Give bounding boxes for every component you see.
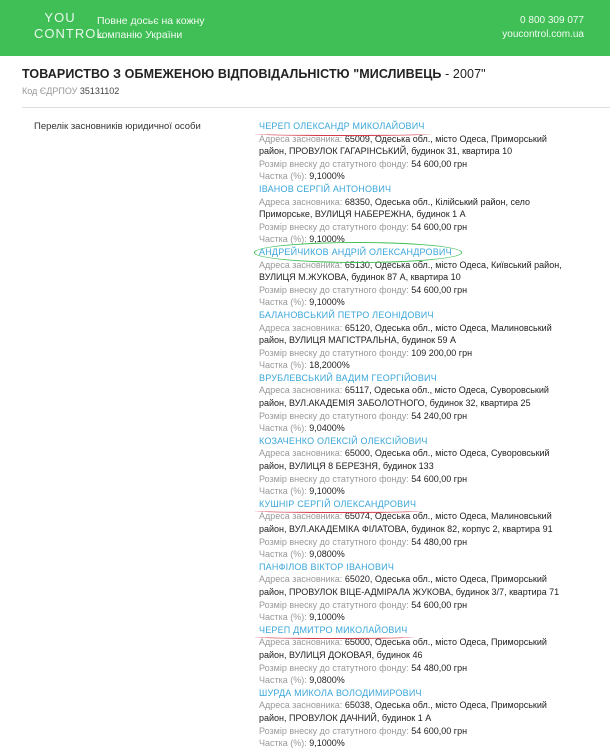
address-label: Адреса засновника: <box>259 259 345 270</box>
share-value: 9,0400% <box>309 423 345 434</box>
share-label: Частка (%): <box>259 675 310 686</box>
address-value: 68350, Одеська обл., Кілійський район, село <box>344 196 531 207</box>
founder-name-link[interactable] <box>259 687 422 700</box>
address-label: Адреса засновника: <box>259 322 345 333</box>
founder-item <box>259 561 604 624</box>
address-value-cont: район, ПРОВУЛОК ГАГАРІНСЬКИЙ, будинок 31, квартира 10 <box>259 146 513 157</box>
founder-share-line <box>259 296 604 309</box>
founder-name: ШУРДА МИКОЛА ВОЛОДИМИРОВИЧ <box>259 687 422 698</box>
founder-name-link[interactable] <box>259 372 437 385</box>
founder-contribution-line <box>259 662 604 675</box>
red-underline-mark <box>255 132 431 136</box>
contribution-value: 54 600,00 грн <box>411 473 468 484</box>
tagline-line-1: Повне досьє на кожну <box>97 15 205 27</box>
company-title <box>22 67 602 81</box>
share-value: 18,2000% <box>309 360 350 371</box>
site-header <box>0 0 610 56</box>
address-label: Адреса засновника: <box>259 637 345 648</box>
share-label: Частка (%): <box>259 423 310 434</box>
founder-item <box>259 435 604 498</box>
section-divider <box>22 107 610 108</box>
founder-name: ПАНФІЛОВ ВІКТОР ІВАНОВИЧ <box>259 561 395 572</box>
address-value: 65038, Одеська обл., місто Одеса, Приморський <box>344 700 547 711</box>
contribution-value: 54 600,00 грн <box>411 599 468 610</box>
address-value: 65000, Одеська обл., місто Одеса, Суворовський <box>344 448 550 459</box>
founder-name: ІВАНОВ СЕРГІЙ АНТОНОВИЧ <box>259 183 392 194</box>
contribution-value: 54 240,00 грн <box>411 410 468 421</box>
founder-item <box>259 498 604 561</box>
founder-item <box>259 246 604 309</box>
founder-name: ЧЕРЕП ДМИТРО МИКОЛАЙОВИЧ <box>259 624 408 635</box>
share-label: Частка (%): <box>259 234 310 245</box>
site-link[interactable]: youcontrol.com.ua <box>502 29 584 40</box>
share-value: 9,1000% <box>309 171 345 182</box>
share-label: Частка (%): <box>259 297 310 308</box>
contribution-label: Розмір внеску до статутного фонду: <box>259 284 412 295</box>
founder-contribution-line <box>259 347 604 360</box>
address-value: 65117, Одеська обл., місто Одеса, Суворовський <box>344 385 549 396</box>
share-value: 9,0800% <box>309 675 345 686</box>
header-tagline <box>97 14 267 42</box>
tagline-line-2: компанію України <box>97 29 183 41</box>
address-value-cont: район, ВУЛИЦЯ ДОКОВАЯ, будинок 46 <box>259 649 423 660</box>
share-value: 9,1000% <box>309 612 345 623</box>
address-value-cont: район, ПРОВУЛОК ВІЦЕ-АДМІРАЛА ЖУКОВА, будинок 3/7, квартира 71 <box>259 586 560 597</box>
founder-name-link[interactable] <box>259 183 391 196</box>
address-label: Адреса засновника: <box>259 511 345 522</box>
founder-address-line-1 <box>259 322 604 335</box>
contribution-label: Розмір внеску до статутного фонду: <box>259 410 412 421</box>
founder-share-line <box>259 611 604 624</box>
founder-name-link[interactable] <box>259 624 408 637</box>
founder-item <box>259 309 604 372</box>
founder-name: ВРУБЛЕВСЬКИЙ ВАДИМ ГЕОРГІЙОВИЧ <box>259 372 437 383</box>
address-value-cont: район, ВУЛ.АКАДЕМІКА ФІЛАТОВА, будинок 82, корпус 2, квартира 91 <box>259 524 553 534</box>
founder-address-line-1 <box>259 573 604 586</box>
founder-name: БАЛАНОВСЬКИЙ ПЕТРО ЛЕОНІДОВИЧ <box>259 309 434 320</box>
youcontrol-logo[interactable] <box>34 10 105 42</box>
contribution-value: 54 600,00 грн <box>411 284 468 295</box>
founder-share-line <box>259 485 604 498</box>
contribution-label: Розмір внеску до статутного фонду: <box>259 662 412 673</box>
contribution-label: Розмір внеску до статутного фонду: <box>259 725 412 736</box>
share-value: 9,1000% <box>309 486 345 497</box>
founder-contribution-line <box>259 725 604 738</box>
share-value: 9,0800% <box>309 549 345 560</box>
share-value: 9,1000% <box>309 738 345 749</box>
share-value: 9,1000% <box>309 234 345 245</box>
founder-address-line-1 <box>259 447 604 460</box>
contribution-value: 109 200,00 грн <box>411 347 473 358</box>
address-value: 65000, Одеська обл., місто Одеса, Приморський <box>344 637 547 648</box>
founder-contribution-line <box>259 473 604 486</box>
contribution-value: 54 600,00 грн <box>411 221 468 232</box>
contribution-label: Розмір внеску до статутного фонду: <box>259 473 412 484</box>
founder-contribution-line <box>259 410 604 423</box>
founder-address-line-2 <box>259 460 604 473</box>
founder-address-line-2 <box>259 145 604 158</box>
contribution-value: 54 480,00 грн <box>411 536 468 547</box>
contribution-label: Розмір внеску до статутного фонду: <box>259 221 412 232</box>
founder-share-line <box>259 422 604 435</box>
address-value-cont: ВУЛИЦЯ М.ЖУКОВА, будинок 87 А, квартира 10 <box>259 272 461 283</box>
founder-item <box>259 372 604 435</box>
share-label: Частка (%): <box>259 612 310 623</box>
contribution-value: 54 600,00 грн <box>411 158 468 169</box>
founder-address-line-2 <box>259 397 604 410</box>
logo-bottom-text: CONTROL <box>34 26 105 41</box>
founder-name: КУШНІР СЕРГІЙ ОЛЕКСАНДРОВИЧ <box>259 498 417 509</box>
share-label: Частка (%): <box>259 486 310 497</box>
founder-contribution-line <box>259 599 604 612</box>
address-label: Адреса засновника: <box>259 448 345 459</box>
address-value-cont: район, ВУЛИЦЯ 8 БЕРЕЗНЯ, будинок 133 <box>259 461 434 472</box>
founder-address-line-1 <box>259 699 604 712</box>
share-label: Частка (%): <box>259 360 310 371</box>
address-label: Адреса засновника: <box>259 196 345 207</box>
founders-list <box>259 120 604 750</box>
edrpou-row <box>22 86 119 96</box>
header-contacts <box>502 14 584 42</box>
address-value: 65074, Одеська обл., місто Одеса, Малиновський <box>344 511 552 522</box>
founder-name: КОЗАЧЕНКО ОЛЕКСІЙ ОЛЕКСІЙОВИЧ <box>259 435 428 446</box>
address-label: Адреса засновника: <box>259 574 345 585</box>
founder-address-line-2 <box>259 208 604 221</box>
address-value: 65009, Одеська обл., місто Одеса, Приморський <box>344 133 547 144</box>
address-value-cont: Приморське, ВУЛИЦЯ НАБЕРЕЖНА, будинок 1 А <box>259 209 466 220</box>
founder-name-link[interactable] <box>259 435 428 448</box>
founder-share-line <box>259 674 604 687</box>
contribution-label: Розмір внеску до статутного фонду: <box>259 158 412 169</box>
founder-name-link[interactable] <box>259 309 434 322</box>
address-value-cont: район, ВУЛ.АКАДЕМІЯ ЗАБОЛОТНОГО, будинок 32, квартира 25 <box>259 398 531 409</box>
founder-item <box>259 624 604 687</box>
founder-share-line <box>259 170 604 183</box>
share-label: Частка (%): <box>259 171 310 182</box>
founder-contribution-line <box>259 536 604 549</box>
company-title-text: ТОВАРИСТВО З ОБМЕЖЕНОЮ ВІДПОВІДАЛЬНІСТЮ "МИСЛИВЕЦЬ <box>22 67 442 81</box>
address-value: 65120, Одеська обл., місто Одеса, Малиновський <box>344 322 552 333</box>
share-label: Частка (%): <box>259 738 310 749</box>
founder-share-line <box>259 548 604 561</box>
founder-address-line-2 <box>259 523 604 536</box>
address-value-cont: район, ВУЛИЦЯ МАГІСТРАЛЬНА, будинок 59 А <box>259 335 457 346</box>
founder-address-line-2 <box>259 649 604 662</box>
founder-name-link[interactable] <box>259 498 416 511</box>
founder-address-line-1 <box>259 196 604 209</box>
founder-contribution-line <box>259 221 604 234</box>
founders-section-label: Перелік засновників юридичної особи <box>34 121 201 132</box>
contribution-label: Розмір внеску до статутного фонду: <box>259 599 412 610</box>
edrpou-label: Код ЄДРПОУ <box>22 86 78 96</box>
founder-name-link[interactable] <box>259 561 394 574</box>
share-value: 9,1000% <box>309 297 345 308</box>
phone-number[interactable]: 0 800 309 077 <box>520 15 584 26</box>
contribution-value: 54 600,00 грн <box>411 725 468 736</box>
logo-top-text: YOU <box>44 10 76 25</box>
founder-address-line-2 <box>259 271 604 284</box>
contribution-value: 54 480,00 грн <box>411 662 468 673</box>
contribution-label: Розмір внеску до статутного фонду: <box>259 536 412 547</box>
share-label: Частка (%): <box>259 549 310 560</box>
company-title-year: - 2007" <box>441 67 486 81</box>
founder-name-link[interactable] <box>259 246 452 259</box>
address-label: Адреса засновника: <box>259 385 345 396</box>
founder-address-line-1 <box>259 384 604 397</box>
founder-share-line <box>259 359 604 372</box>
founder-address-line-2 <box>259 334 604 347</box>
edrpou-value: 35131102 <box>79 86 120 96</box>
contribution-label: Розмір внеску до статутного фонду: <box>259 347 412 358</box>
address-value-cont: район, ПРОВУЛОК ДАЧНИЙ, будинок 1 А <box>259 712 432 723</box>
address-value: 65020, Одеська обл., місто Одеса, Приморський <box>344 574 547 585</box>
founder-address-line-2 <box>259 586 604 599</box>
founder-share-line <box>259 737 604 750</box>
founder-contribution-line <box>259 284 604 297</box>
address-label: Адреса засновника: <box>259 700 345 711</box>
founder-item <box>259 120 604 183</box>
founder-contribution-line <box>259 158 604 171</box>
address-value: 65130, Одеська обл., місто Одеса, Київський район, <box>344 259 562 270</box>
founder-item <box>259 183 604 246</box>
founder-name: АНДРЕЙЧИКОВ АНДРІЙ ОЛЕКСАНДРОВИЧ <box>259 246 452 257</box>
founder-name-link[interactable] <box>259 120 425 133</box>
green-circle-mark <box>254 242 462 263</box>
founder-name: ЧЕРЕП ОЛЕКСАНДР МИКОЛАЙОВИЧ <box>259 121 425 131</box>
address-label: Адреса засновника: <box>259 133 345 144</box>
founder-item <box>259 687 604 750</box>
